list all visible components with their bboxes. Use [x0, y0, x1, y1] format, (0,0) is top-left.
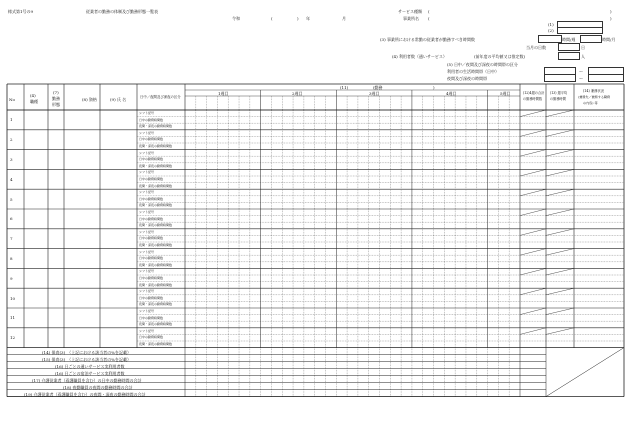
row-category-label: 日中の勤務時間数 [139, 315, 164, 320]
hours-week-unit: 時間/週 [562, 37, 576, 42]
row-category-label: 夜間・深夜の勤務時間数 [139, 124, 173, 129]
diagonal-mark [546, 288, 574, 295]
night-tilde: 〜 [579, 76, 583, 81]
footer-line-14: (14) 保育(3) （上記における該当者の%を記載） [42, 350, 131, 355]
row-category-label: シフト記号 [139, 111, 155, 115]
week-4-label: 4週目 [446, 91, 457, 96]
diagonal-mark [546, 169, 574, 176]
row-number: 11 [10, 315, 16, 321]
col-no-header: No [9, 97, 15, 102]
row-number: 4 [10, 176, 13, 182]
row-category-label: 夜間・深夜の勤務時間数 [139, 243, 173, 247]
col-13-header: (13) 週平均 [550, 91, 568, 95]
footer-line-16b: (16) 日ごとの宿泊サービス実利用者数 [55, 371, 125, 376]
day-tilde: 〜 [579, 69, 583, 74]
service-type-close: ) [610, 9, 612, 14]
footer-line-15: (15) 保育(3) （上記における該当者の%を記載） [42, 357, 131, 362]
row-number: 6 [10, 216, 13, 222]
footer-line-16a: (16) 日ごとの通いサービス実利用者数 [55, 364, 125, 369]
row-category-label: 日中の勤務時間数 [139, 276, 164, 280]
row-category-label: 夜間・深夜の勤務時間数 [139, 144, 173, 148]
diagonal-mark [546, 130, 574, 137]
row-number: 5 [10, 196, 13, 202]
month-label: 月 [342, 16, 346, 21]
col-8-header: (8) 資格 [82, 97, 97, 102]
row-category-label: シフト記号 [139, 309, 155, 313]
diagonal-mark [520, 189, 546, 196]
item5-day-label: 利用者の生活時間帯（日中） [447, 69, 499, 74]
col-10-header: 日中／夜間及び深夜の区分 [140, 95, 181, 99]
hours-month-unit: 時間/月 [602, 37, 616, 42]
row-number: 12 [10, 335, 16, 341]
diagonal-mark [520, 308, 546, 315]
row-category-label: 夜間・深夜の勤務時間数 [139, 342, 173, 346]
item1-label: (1) [548, 22, 554, 27]
col-12-subheader: の勤務時間数 [523, 97, 543, 101]
item3-label: (3) 事業所における常勤の従業者が勤務すべき時間数 [380, 37, 475, 42]
diagonal-mark [520, 328, 546, 335]
diagonal-mark [546, 308, 574, 315]
diagonal-mark [546, 249, 574, 256]
row-category-label: シフト記号 [139, 130, 155, 135]
row-category-label: シフト記号 [139, 269, 155, 274]
row-category-label: 夜間・深夜の勤務時間数 [139, 322, 173, 327]
row-number: 9 [10, 275, 13, 281]
row-category-label: 夜間・深夜の勤務時間数 [139, 223, 173, 228]
row-category-label: シフト記号 [139, 170, 155, 175]
diagonal-mark [546, 110, 574, 117]
year-label: 年 [306, 16, 310, 21]
row-category-label: シフト記号 [139, 289, 155, 294]
footer-line-19: (19) 介護従業者（看護職員を含む）の夜間・深夜の勤務時間の合計 [24, 392, 146, 397]
item4-note: (前年度の平均値又は推定数) [474, 54, 526, 59]
row-number: 3 [10, 157, 13, 162]
col-11-shift-end: ) [433, 85, 435, 90]
col-12-header: (12)4週の合計 [523, 91, 545, 95]
col-7-subtitle: 形態 [52, 102, 60, 107]
person-unit: 人 [581, 54, 585, 59]
row-number: 7 [10, 236, 13, 242]
row-category-label: 日中の勤務時間数 [139, 295, 164, 300]
row-category-label: 日中の勤務時間数 [139, 335, 164, 340]
diagonal-mark [520, 150, 546, 157]
diagonal-mark [520, 130, 546, 137]
row-category-label: シフト記号 [139, 328, 155, 333]
row-category-label: 夜間・深夜の勤務時間数 [139, 203, 173, 208]
col-14-header: (14) 兼務状況 [583, 89, 605, 93]
row-category-label: シフト記号 [139, 190, 155, 195]
col-14-subheader2: の内容) 等 [583, 101, 598, 105]
era: 令和 [232, 16, 240, 21]
row-number: 2 [10, 137, 13, 143]
col-7-title: 勤務 [52, 96, 60, 101]
week-1-label: 1週目 [218, 91, 229, 96]
week-5-label: 5週目 [500, 91, 511, 96]
row-number: 8 [10, 256, 13, 261]
footer-diagonal [546, 348, 624, 397]
diagonal-mark [520, 288, 546, 295]
service-type-open: ( [428, 9, 430, 14]
diagonal-mark [520, 209, 546, 216]
row-category-label: 夜間・深夜の勤務時間数 [139, 183, 173, 188]
item2-label: (2) [548, 28, 554, 33]
year-open-paren: ( [271, 16, 273, 21]
row-category-label: シフト記号 [139, 249, 155, 254]
diagonal-mark [520, 229, 546, 236]
row-category-label: 日中の勤務時間数 [139, 117, 164, 122]
doc-title: 従業者の勤務の体制及び勤務形態一覧表 [86, 9, 158, 14]
office-name-close: ) [610, 16, 612, 21]
diagonal-mark [546, 150, 574, 157]
week-2-label: 2週目 [292, 91, 303, 96]
row-category-label: 日中の勤務時間数 [139, 137, 164, 142]
week-3-label: 3週目 [369, 91, 380, 96]
row-category-label: 日中の勤務時間数 [139, 236, 164, 241]
col-14-subheader: (兼務先／兼務する職務 [578, 95, 611, 99]
row-category-label: 日中の勤務時間数 [139, 196, 164, 201]
row-category-label: 夜間・深夜の勤務時間数 [139, 163, 173, 168]
row-number: 10 [10, 295, 16, 301]
office-name-open: ( [428, 16, 430, 21]
row-category-label: シフト記号 [139, 229, 155, 234]
row-number: 1 [10, 117, 13, 123]
col-7-header: (7) [53, 90, 59, 95]
row-category-label: 日中の勤務時間数 [139, 177, 164, 181]
col-9-header: (9) 氏 名 [110, 97, 127, 102]
col-4-title: 職種 [30, 99, 38, 104]
office-name-label: 事業所名 [403, 16, 419, 21]
row-category-label: 夜間・深夜の勤務時間数 [139, 262, 173, 267]
item5-label: (5) 日中／夜間及び深夜の時間帯の区分 [447, 62, 518, 67]
day-unit: 日 [581, 45, 585, 50]
form-id: 様式第1号の9 [8, 9, 34, 14]
row-category-label: 日中の勤務時間数 [139, 256, 164, 261]
diagonal-mark [520, 268, 546, 275]
diagonal-mark [546, 189, 574, 196]
footer-line-17: (17) 介護従業者（看護職員を含む）の日中の勤務時間の合計 [32, 378, 142, 383]
col-11-header: (11) [340, 85, 349, 90]
row-category-label: シフト記号 [139, 210, 155, 214]
footer-line-18: (18) 夜勤職員の夜間の勤務時間の合計 [63, 385, 133, 390]
col-11-shift: (勤務 [373, 85, 383, 90]
diagonal-mark [520, 169, 546, 176]
row-category-label: 夜間・深夜の勤務時間数 [139, 302, 173, 307]
service-type-label: サービス種類 [398, 9, 422, 14]
col-13-subheader: の勤務時間 [550, 97, 566, 101]
item5-night-label: 夜間及び深夜の時間帯 [447, 76, 487, 81]
diagonal-mark [520, 249, 546, 256]
row-category-label: 日中の勤務時間数 [139, 216, 164, 221]
row-category-label: 夜間・深夜の勤務時間数 [139, 282, 173, 287]
diagonal-mark [520, 110, 546, 117]
col-4-header: (4) [30, 93, 36, 98]
diagonal-mark [546, 328, 574, 335]
year-close-paren: ) [297, 16, 299, 21]
diagonal-mark [546, 209, 574, 216]
row-category-label: 日中の勤務時間数 [139, 157, 164, 162]
days-month-label: 当月の日数 [526, 45, 546, 50]
diagonal-mark [546, 229, 574, 236]
row-category-label: シフト記号 [139, 150, 155, 155]
item4-label: (4) 利用者数（通いサービス） [392, 54, 447, 59]
diagonal-mark [546, 268, 574, 275]
